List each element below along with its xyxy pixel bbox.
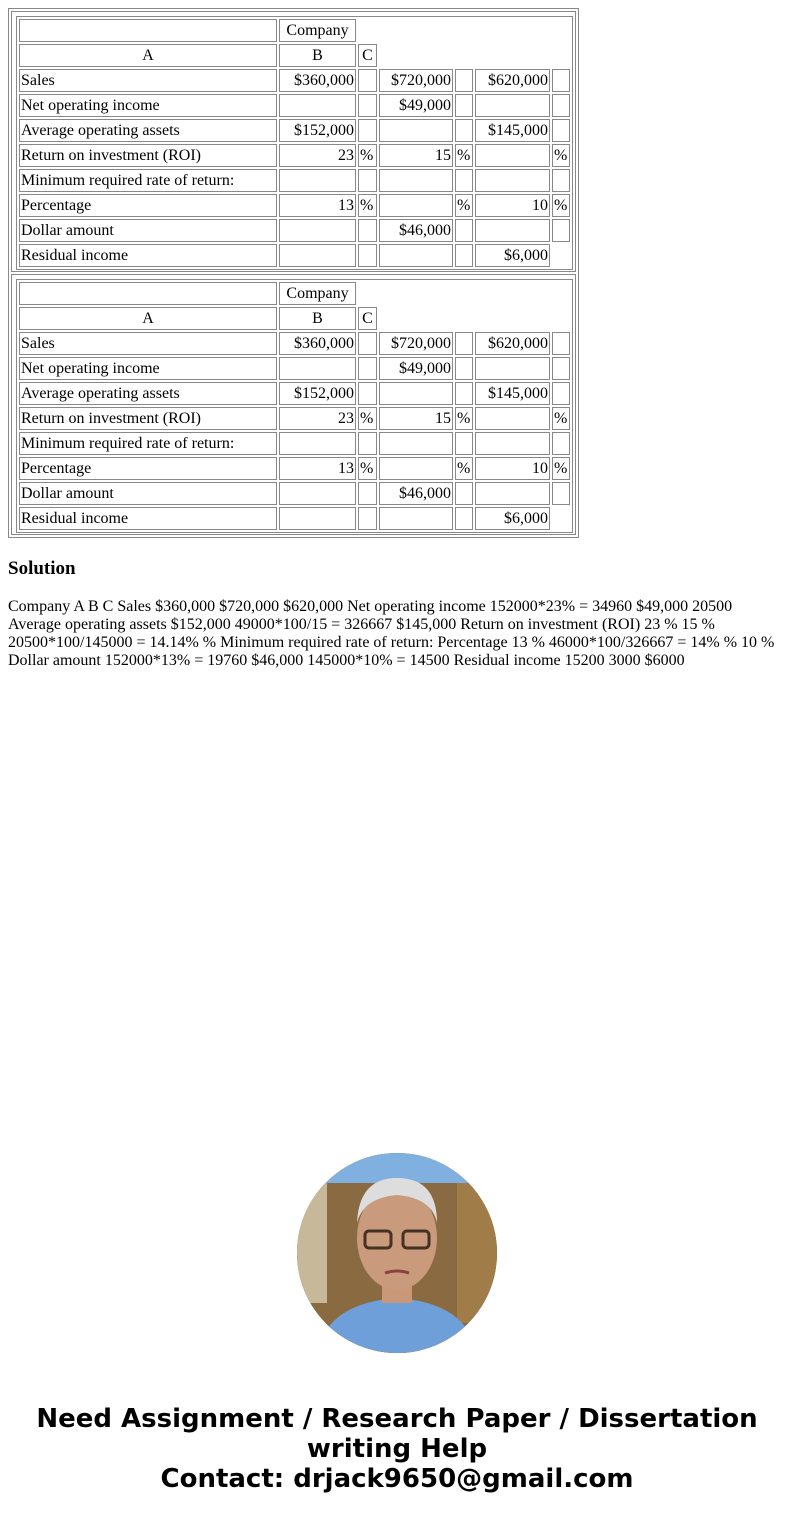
table-row	[19, 357, 570, 380]
table-cell	[358, 219, 377, 242]
table-cell	[379, 119, 453, 142]
table-cell: B	[279, 307, 356, 330]
table-cell	[552, 432, 570, 455]
table-row	[19, 219, 570, 242]
table-cell	[279, 357, 356, 380]
table-cell	[379, 169, 453, 192]
table-row	[19, 432, 570, 455]
row-label: Dollar amount	[19, 219, 277, 242]
row-label	[19, 19, 277, 42]
contact-line: Contact: drjack9650@gmail.com	[160, 1464, 634, 1494]
table-cell	[379, 432, 453, 455]
table-cell: $145,000	[475, 119, 550, 142]
row-label: Return on investment (ROI)	[19, 144, 277, 167]
table-cell: Company	[279, 282, 356, 305]
table-row	[19, 407, 570, 430]
table-cell	[552, 219, 570, 242]
empty-space	[379, 19, 453, 42]
table-cell: %	[552, 194, 570, 217]
table-cell	[552, 382, 570, 405]
table-cell	[475, 407, 550, 430]
table-row	[19, 194, 570, 217]
table-cell: %	[455, 144, 473, 167]
table-cell	[475, 357, 550, 380]
table-cell: $620,000	[475, 332, 550, 355]
table-cell	[279, 94, 356, 117]
table-cell: %	[455, 194, 473, 217]
row-label: Residual income	[19, 507, 277, 530]
table-cell	[358, 482, 377, 505]
promo-footer	[8, 1404, 786, 1494]
table-cell: 15	[379, 144, 453, 167]
empty-space	[552, 244, 570, 267]
table-cell: $145,000	[475, 382, 550, 405]
table-cell: 13	[279, 194, 356, 217]
table-cell: $360,000	[279, 69, 356, 92]
table-row	[19, 307, 570, 330]
table-cell	[379, 382, 453, 405]
table-row	[19, 69, 570, 92]
table-cell	[455, 332, 473, 355]
table-cell: %	[358, 457, 377, 480]
table-row	[19, 19, 570, 42]
row-label: Net operating income	[19, 357, 277, 380]
table-cell: $49,000	[379, 94, 453, 117]
table-cell: %	[552, 407, 570, 430]
empty-space	[552, 307, 570, 330]
table-cell: %	[455, 457, 473, 480]
row-label: Minimum required rate of return:	[19, 432, 277, 455]
empty-space	[475, 282, 550, 305]
table-cell	[455, 219, 473, 242]
row-label: A	[19, 307, 277, 330]
table-cell: 23	[279, 407, 356, 430]
row-label: Percentage	[19, 457, 277, 480]
table-cell	[552, 357, 570, 380]
table-cell: $49,000	[379, 357, 453, 380]
empty-space	[455, 44, 473, 67]
table-cell	[358, 507, 377, 530]
table-cell: $720,000	[379, 332, 453, 355]
empty-space	[455, 307, 473, 330]
table-cell	[455, 169, 473, 192]
table-cell-2	[11, 274, 576, 535]
table-cell	[358, 382, 377, 405]
table-cell: $720,000	[379, 69, 453, 92]
table-cell-1	[11, 11, 576, 272]
table-cell: C	[358, 307, 377, 330]
table-cell	[358, 119, 377, 142]
empty-space	[455, 19, 473, 42]
empty-space	[552, 507, 570, 530]
row-label	[19, 282, 277, 305]
table-cell	[475, 432, 550, 455]
table-row	[19, 332, 570, 355]
table-cell	[358, 244, 377, 267]
solution-heading: Solution	[8, 558, 76, 579]
row-label: Sales	[19, 332, 277, 355]
table-cell: %	[358, 144, 377, 167]
table-cell: 10	[475, 457, 550, 480]
table-cell	[358, 69, 377, 92]
table-cell: $360,000	[279, 332, 356, 355]
table-cell	[455, 69, 473, 92]
table-cell	[475, 94, 550, 117]
promo-line-1: Need Assignment / Research Paper / Dissertation writing Help	[36, 1404, 758, 1464]
table-row	[19, 169, 570, 192]
table-cell	[552, 169, 570, 192]
table-cell	[279, 244, 356, 267]
table-row	[19, 44, 570, 67]
table-cell	[552, 94, 570, 117]
table-cell	[358, 332, 377, 355]
table-row	[19, 457, 570, 480]
empty-space	[455, 282, 473, 305]
table-cell	[455, 357, 473, 380]
table-cell: Company	[279, 19, 356, 42]
table-cell	[552, 482, 570, 505]
empty-space	[552, 44, 570, 67]
empty-space	[379, 307, 453, 330]
row-label: Net operating income	[19, 94, 277, 117]
row-label: Return on investment (ROI)	[19, 407, 277, 430]
table-cell: 15	[379, 407, 453, 430]
table-cell: B	[279, 44, 356, 67]
data-table	[16, 16, 573, 270]
table-cell	[455, 432, 473, 455]
table-cell: $46,000	[379, 219, 453, 242]
table-cell: %	[552, 457, 570, 480]
table-cell: %	[455, 407, 473, 430]
empty-space	[552, 282, 570, 305]
table-cell	[455, 244, 473, 267]
table-cell	[552, 332, 570, 355]
solution-text: Company A B C Sales $360,000 $720,000 $620,000 Net operating income 152000*23% = 34960 $49,000 20500 Average operating assets $152,000 49000*100/15 = 326667 $145,000 Return on investment (ROI) 23 % 15 % 20500*100/145000 = 14.14% % Minimum required rate of return: Percentage 13 % 46000*100/326667 = 14% % 10 % Dollar amount 152000*13% = 19760 $46,000 145000*10% = 14500 Residual income 15200 3000 $6000	[8, 598, 775, 669]
table-cell: 23	[279, 144, 356, 167]
table-cell	[455, 382, 473, 405]
table-cell	[475, 169, 550, 192]
table-cell	[279, 432, 356, 455]
table-cell: $620,000	[475, 69, 550, 92]
table-cell: $152,000	[279, 382, 356, 405]
row-label: Residual income	[19, 244, 277, 267]
table-row	[19, 119, 570, 142]
table-cell: 13	[279, 457, 356, 480]
table-cell	[379, 507, 453, 530]
table-cell: $152,000	[279, 119, 356, 142]
empty-space	[475, 19, 550, 42]
table-cell	[455, 482, 473, 505]
table-cell	[358, 357, 377, 380]
row-label: Average operating assets	[19, 119, 277, 142]
table-row	[19, 94, 570, 117]
empty-space	[379, 44, 453, 67]
table-cell	[552, 69, 570, 92]
table-cell	[358, 432, 377, 455]
empty-space	[358, 19, 377, 42]
table-cell	[279, 219, 356, 242]
table-row	[19, 507, 570, 530]
empty-space	[379, 282, 453, 305]
table-cell	[379, 457, 453, 480]
table-cell	[279, 482, 356, 505]
table-cell: $6,000	[475, 244, 550, 267]
empty-space	[475, 307, 550, 330]
empty-space	[552, 19, 570, 42]
table-cell	[552, 119, 570, 142]
table-cell	[379, 244, 453, 267]
table-cell: %	[358, 194, 377, 217]
table-row	[19, 382, 570, 405]
problem-table-container	[8, 8, 579, 538]
table-cell: $6,000	[475, 507, 550, 530]
table-cell: %	[358, 407, 377, 430]
table-cell: C	[358, 44, 377, 67]
data-table	[16, 279, 573, 533]
empty-space	[358, 282, 377, 305]
empty-space	[475, 44, 550, 67]
row-label: Average operating assets	[19, 382, 277, 405]
row-label: Percentage	[19, 194, 277, 217]
table-row	[19, 482, 570, 505]
table-cell	[279, 507, 356, 530]
row-label: Dollar amount	[19, 482, 277, 505]
table-cell	[475, 219, 550, 242]
table-cell	[455, 119, 473, 142]
table-cell	[455, 94, 473, 117]
table-row	[19, 144, 570, 167]
row-label: Sales	[19, 69, 277, 92]
table-cell	[475, 482, 550, 505]
table-row	[19, 244, 570, 267]
row-label: A	[19, 44, 277, 67]
table-row	[19, 282, 570, 305]
table-cell: $46,000	[379, 482, 453, 505]
table-cell	[455, 507, 473, 530]
table-cell	[379, 194, 453, 217]
row-label: Minimum required rate of return:	[19, 169, 277, 192]
author-avatar-image	[297, 1153, 497, 1353]
table-cell: 10	[475, 194, 550, 217]
table-cell	[358, 94, 377, 117]
table-cell: %	[552, 144, 570, 167]
table-cell	[279, 169, 356, 192]
table-cell	[475, 144, 550, 167]
table-cell	[358, 169, 377, 192]
